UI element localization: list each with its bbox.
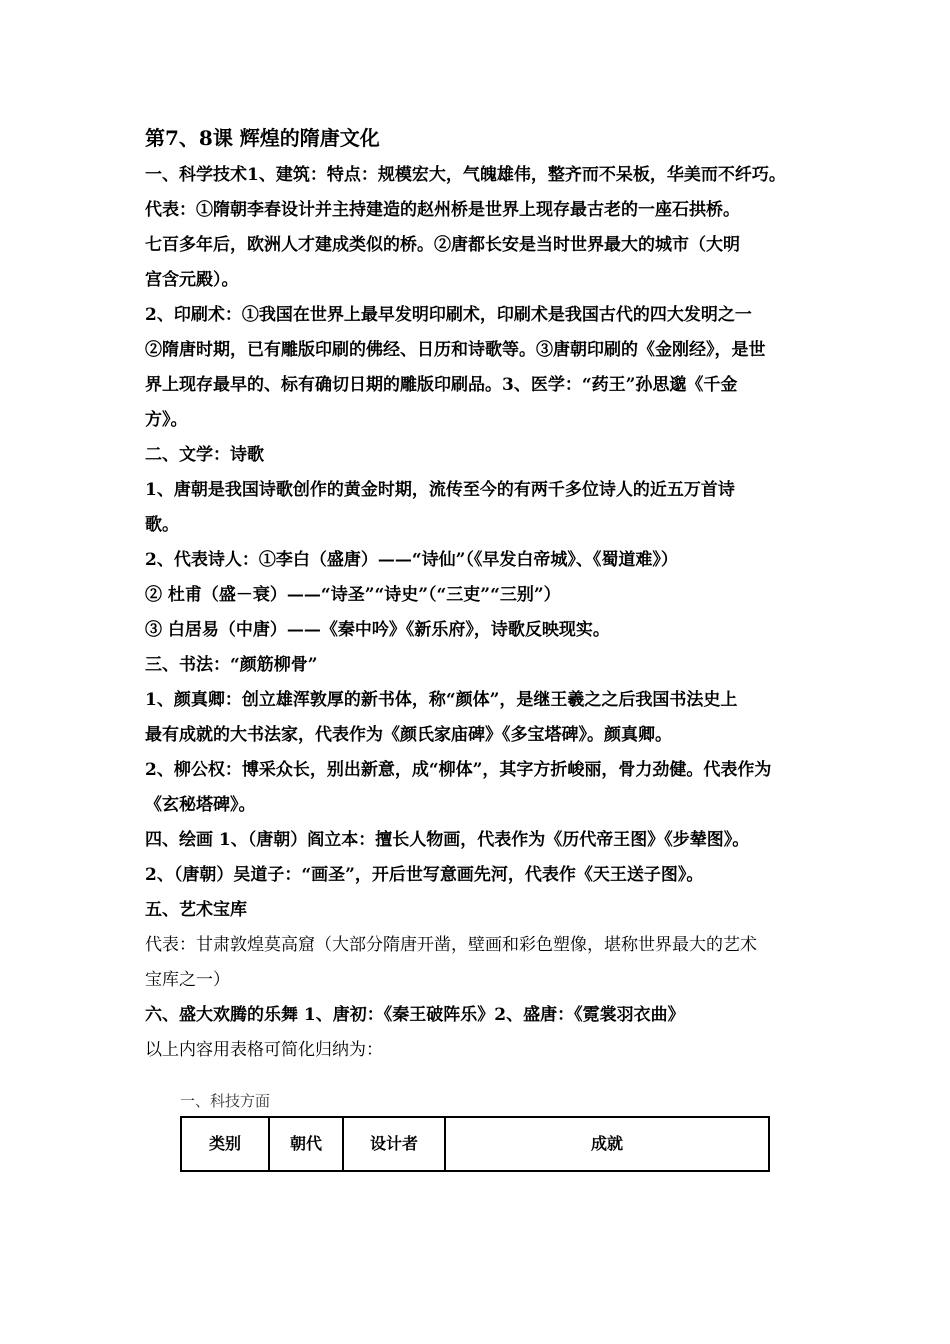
table-header-designer: 设计者 xyxy=(343,1117,445,1171)
section-2-heading: 二、文学：诗歌 xyxy=(145,445,264,465)
section-2-line-2: 歌。 xyxy=(145,515,179,535)
section-1-line-5: 2、印刷术：①我国在世界上最早发明印刷术，印刷术是我国古代的四大发明之一 xyxy=(145,305,752,325)
section-1-line-6: ②隋唐时期，已有雕版印刷的佛经、日历和诗歌等。③唐朝印刷的《金刚经》，是世 xyxy=(145,340,766,360)
section-2-line-5: ③ 白居易（中唐）——《秦中吟》《新乐府》，诗歌反映现实。 xyxy=(145,620,610,640)
section-1-heading: 一、科学技术 xyxy=(145,165,247,185)
tech-table xyxy=(180,1116,770,1172)
table-caption: 一、科技方面 xyxy=(180,1092,271,1110)
section-2-line-1: 1、唐朝是我国诗歌创作的黄金时期，流传至今的有两千多位诗人的近五万首诗 xyxy=(145,480,735,500)
section-2-line-3: 2、代表诗人：①李白（盛唐）——“诗仙”（《早发白帝城》、《蜀道难》） xyxy=(145,550,678,570)
section-6-line xyxy=(145,998,825,1033)
section-1-line-8: 方》。 xyxy=(145,410,188,430)
section-1-line-7: 界上现存最早的、标有确切日期的雕版印刷品。3、医学：“药王”孙思邈《千金 xyxy=(145,375,738,395)
table-header-row xyxy=(181,1117,769,1171)
page-title: 第7、8课 辉煌的隋唐文化 xyxy=(145,126,380,150)
section-5-line-1: 代表：甘肃敦煌莫高窟（大部分隋唐开凿，壁画和彩色塑像，堪称世界最大的艺术 xyxy=(145,935,757,955)
section-3-line-3: 2、柳公权：博采众长，别出新意，成“柳体”，其字方折峻丽，骨力劲健。代表作为 xyxy=(145,760,772,780)
table-header-achievement: 成就 xyxy=(445,1117,769,1171)
section-3-line-1: 1、颜真卿：创立雄浑敦厚的新书体，称“颜体”，是继王羲之之后我国书法史上 xyxy=(145,690,738,710)
section-3-line-4: 《玄秘塔碑》。 xyxy=(145,795,256,815)
section-4-line-2: 2、（唐朝）吴道子：“画圣”，开后世写意画先河，代表作《天王送子图》。 xyxy=(145,865,704,885)
section-3-line-2: 最有成就的大书法家，代表作为《颜氏家庙碑》《多宝塔碑》。颜真卿。 xyxy=(145,725,672,745)
section-3-heading: 三、书法：“颜筋柳骨” xyxy=(145,655,318,675)
section-2-line-4: ② 杜甫（盛－衰）——“诗圣”“诗史”（“三吏”“三别”） xyxy=(145,585,561,605)
section-6-text: 1、唐初：《秦王破阵乐》2、盛唐：《霓裳羽衣曲》 xyxy=(298,1005,685,1025)
document-body xyxy=(145,118,825,1068)
section-1-line-1 xyxy=(145,158,825,193)
section-5-heading: 五、艺术宝库 xyxy=(145,900,247,920)
section-1-line-4: 宫含元殿）。 xyxy=(145,270,239,290)
section-1-line-2: 代表：①隋朝李春设计并主持建造的赵州桥是世界上现存最古老的一座石拱桥。 xyxy=(145,200,740,220)
section-1-line-3: 七百多年后，欧洲人才建成类似的桥。②唐都长安是当时世界最大的城市（大明 xyxy=(145,235,740,255)
section-1-text-1: 1、建筑：特点：规模宏大，气魄雄伟，整齐而不呆板，华美而不纤巧。 xyxy=(247,165,786,185)
table-header-dynasty: 朝代 xyxy=(269,1117,343,1171)
section-4-line-1: 四、绘画 1、（唐朝）阎立本：擅长人物画，代表作为《历代帝王图》《步辇图》。 xyxy=(145,830,750,850)
section-5-line-2: 宝库之一） xyxy=(145,970,230,990)
table-header-category: 类别 xyxy=(181,1117,269,1171)
section-6-heading: 六、盛大欢腾的乐舞 xyxy=(145,1005,298,1025)
summary-line: 以上内容用表格可简化归纳为： xyxy=(145,1040,383,1060)
